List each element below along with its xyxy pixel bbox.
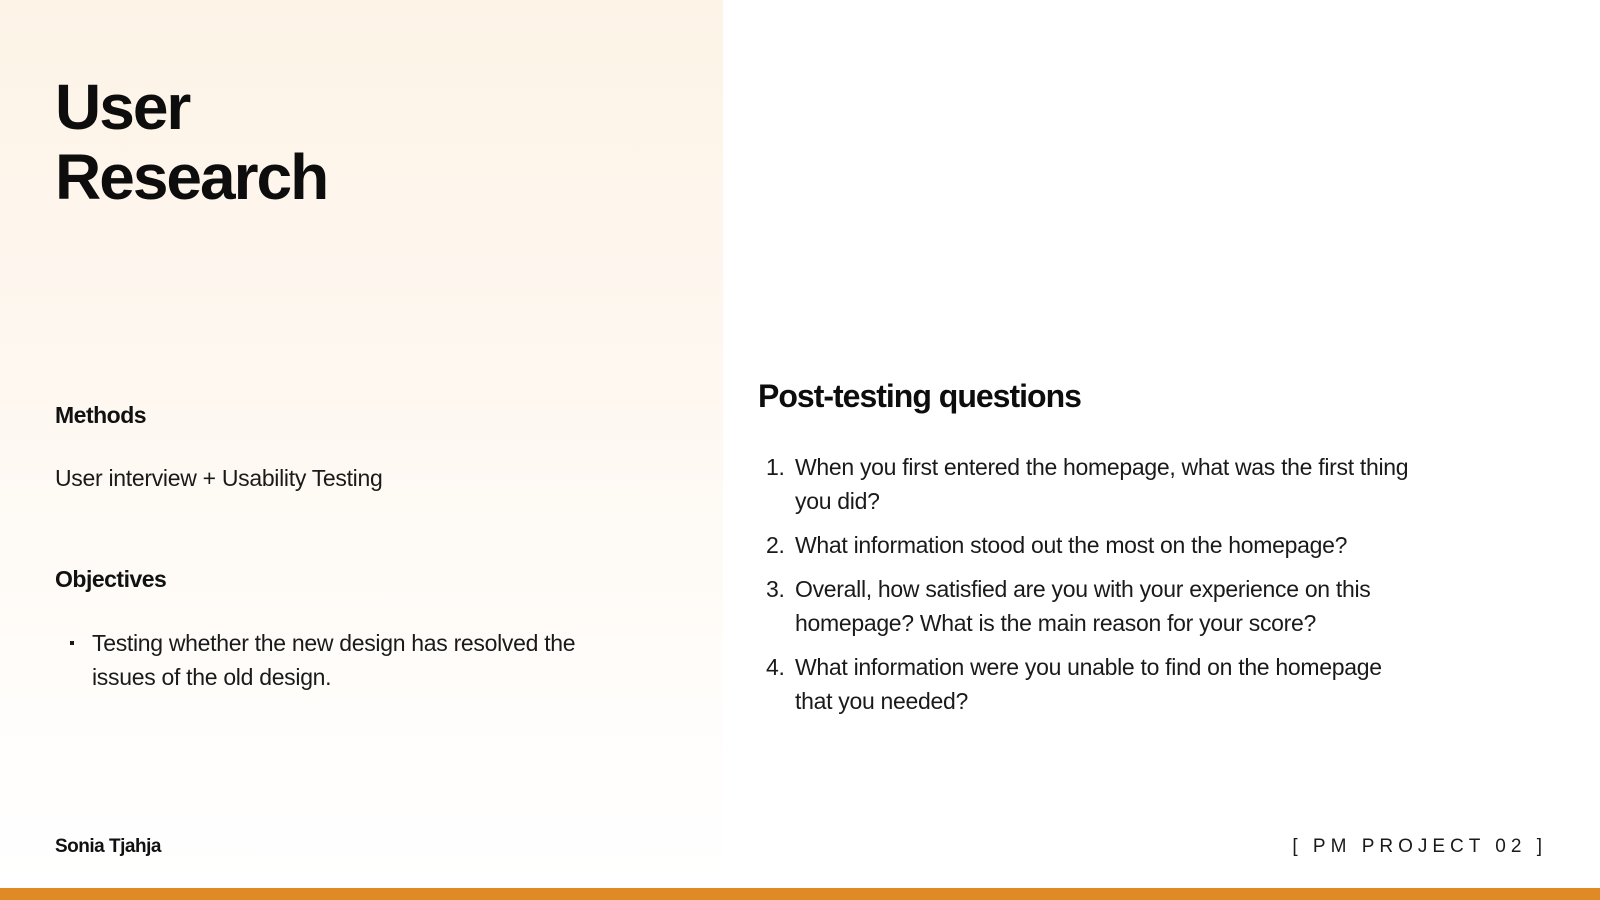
question-text: Overall, how satisfied are you with your experience on this homepage? What is the main reason for your score?	[795, 576, 1371, 636]
objective-text: Testing whether the new design has resolved the issues of the old design.	[92, 630, 576, 690]
question-item	[758, 450, 1418, 518]
project-tag: [ PM PROJECT 02 ]	[1292, 836, 1547, 857]
question-item	[758, 650, 1418, 718]
question-item	[758, 528, 1418, 562]
question-text: What information stood out the most on the homepage?	[795, 532, 1348, 558]
question-number: 3.	[766, 576, 785, 602]
objectives-heading: Objectives	[55, 566, 167, 592]
question-text: What information were you unable to find on the homepage that you needed?	[795, 654, 1382, 714]
objectives-list	[55, 626, 595, 694]
title-line-2: Research	[55, 141, 328, 213]
question-number: 4.	[766, 654, 785, 680]
accent-bar	[0, 888, 1600, 900]
methods-text: User interview + Usability Testing	[55, 465, 383, 491]
question-text: When you first entered the homepage, what was the first thing you did?	[795, 454, 1409, 514]
bullet-icon	[70, 641, 74, 645]
questions-list	[758, 450, 1418, 728]
slide-title	[55, 72, 327, 212]
question-number: 2.	[766, 532, 785, 558]
questions-heading: Post-testing questions	[758, 378, 1081, 414]
author-name: Sonia Tjahja	[55, 836, 161, 857]
question-number: 1.	[766, 454, 785, 480]
title-line-1: User	[55, 71, 190, 143]
objective-item	[55, 626, 595, 694]
methods-heading: Methods	[55, 402, 147, 428]
question-item	[758, 572, 1418, 640]
